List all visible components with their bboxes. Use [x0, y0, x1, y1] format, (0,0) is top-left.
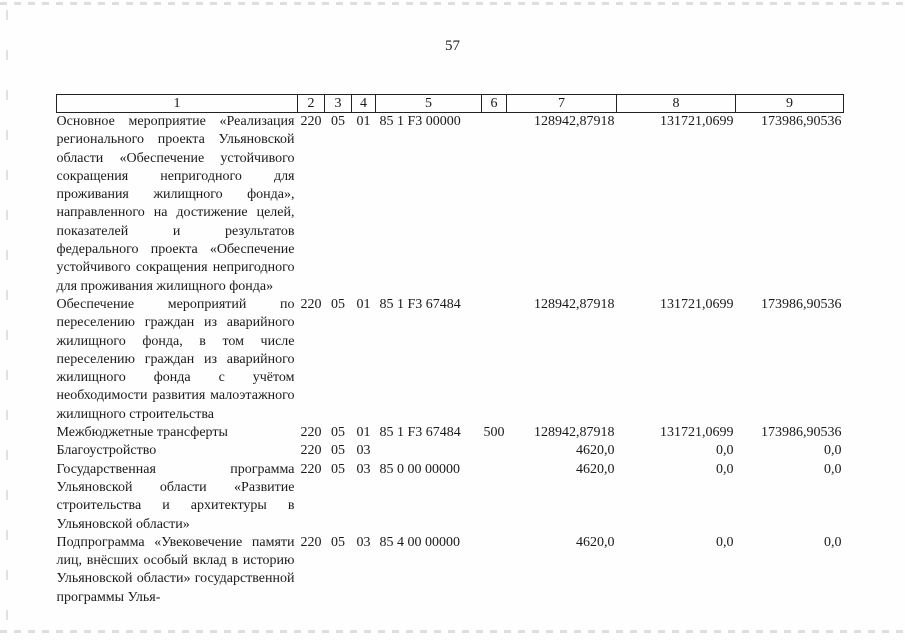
column-header: 9 — [736, 95, 844, 113]
amount-col8: 131721,0699 — [660, 425, 734, 441]
scan-edge-left — [6, 10, 8, 620]
table-row — [57, 113, 844, 296]
grbs-code: 220 — [300, 296, 322, 312]
table-row — [57, 534, 844, 607]
amount-col8: 0,0 — [716, 443, 734, 459]
target-article-code: 85 0 00 00000 — [379, 461, 460, 477]
row-name: Основное мероприятие «Реализация регионального проекта Ульяновской области «Обеспечение устойчивого сокращения непригодного для проживания жилищного фонда», направленного на достижение целей, показателей и результатов федерального проекта «Обеспечение устойчивого сокращения непригодного для проживания жилищного фонда» — [56, 114, 295, 294]
column-header: 8 — [617, 95, 736, 113]
amount-col9: 0,0 — [824, 461, 842, 477]
subsection-code: 03 — [356, 461, 371, 477]
target-article-code: 85 1 F3 67484 — [379, 296, 461, 312]
amount-col7: 4620,0 — [576, 443, 615, 459]
target-article-code: 85 4 00 00000 — [379, 534, 460, 550]
scan-edge-bottom — [0, 630, 905, 633]
subsection-code: 01 — [356, 296, 371, 312]
grbs-code: 220 — [300, 443, 322, 459]
amount-col8: 0,0 — [716, 534, 734, 550]
table-header — [57, 95, 844, 113]
target-article-code — [376, 442, 482, 460]
table-row — [57, 461, 844, 534]
amount-col9: 173986,90536 — [761, 296, 842, 312]
amount-col7: 128942,87918 — [534, 425, 615, 441]
target-article-code: 85 1 F3 00000 — [379, 114, 461, 129]
table-row — [57, 424, 844, 442]
amount-col9: 0,0 — [824, 443, 842, 459]
amount-col9: 173986,90536 — [761, 114, 842, 129]
column-header: 6 — [482, 95, 507, 113]
row-name: Подпрограмма «Увековечение памяти лиц, внёсших особый вклад в историю Ульяновской области» государственной программы Улья- — [56, 534, 295, 605]
table-row — [57, 296, 844, 424]
amount-col7: 128942,87918 — [534, 114, 615, 129]
scan-edge-top — [0, 2, 905, 5]
expense-type-code — [482, 296, 507, 424]
column-header: 7 — [507, 95, 617, 113]
row-name: Обеспечение мероприятий по переселению граждан из аварийного жилищного фонда, в том числе переселению граждан из аварийного жилищного фонда с учётом необходимости развития малоэтажного жилищного строительства — [56, 296, 295, 422]
section-code: 05 — [331, 296, 345, 312]
section-code: 05 — [331, 461, 345, 477]
expense-type-code: 500 — [483, 425, 505, 441]
row-name: Благоустройство — [56, 443, 157, 459]
grbs-code: 220 — [300, 114, 322, 129]
expense-type-code — [482, 461, 507, 534]
expense-type-code — [482, 534, 507, 607]
grbs-code: 220 — [300, 425, 322, 441]
amount-col9: 173986,90536 — [761, 425, 842, 441]
amount-col7: 128942,87918 — [534, 296, 615, 312]
grbs-code: 220 — [300, 461, 322, 477]
expense-type-code — [482, 113, 507, 296]
column-header: 2 — [298, 95, 325, 113]
section-code: 05 — [331, 425, 345, 441]
subsection-code: 01 — [356, 425, 371, 441]
row-name: Государственная программа Ульяновской области «Развитие строительства и архитектуры в Ульяновской области» — [56, 461, 295, 532]
amount-col7: 4620,0 — [576, 461, 615, 477]
target-article-code: 85 1 F3 67484 — [379, 425, 461, 441]
column-header: 3 — [325, 95, 352, 113]
grbs-code: 220 — [300, 534, 322, 550]
table-row — [57, 442, 844, 460]
amount-col8: 0,0 — [716, 461, 734, 477]
subsection-code: 03 — [356, 534, 371, 550]
column-header: 1 — [57, 95, 298, 113]
section-code: 05 — [331, 534, 345, 550]
column-header: 4 — [352, 95, 376, 113]
amount-col8: 131721,0699 — [660, 114, 734, 129]
column-header: 5 — [376, 95, 482, 113]
page-number: 57 — [445, 38, 460, 54]
subsection-code: 03 — [356, 443, 371, 459]
section-code: 05 — [331, 443, 345, 459]
amount-col8: 131721,0699 — [660, 296, 734, 312]
budget-table — [56, 94, 844, 607]
subsection-code: 01 — [356, 114, 371, 129]
amount-col7: 4620,0 — [576, 534, 615, 550]
amount-col9: 0,0 — [824, 534, 842, 550]
section-code: 05 — [331, 114, 345, 129]
row-name: Межбюджетные трансферты — [56, 425, 228, 441]
expense-type-code — [482, 442, 507, 460]
